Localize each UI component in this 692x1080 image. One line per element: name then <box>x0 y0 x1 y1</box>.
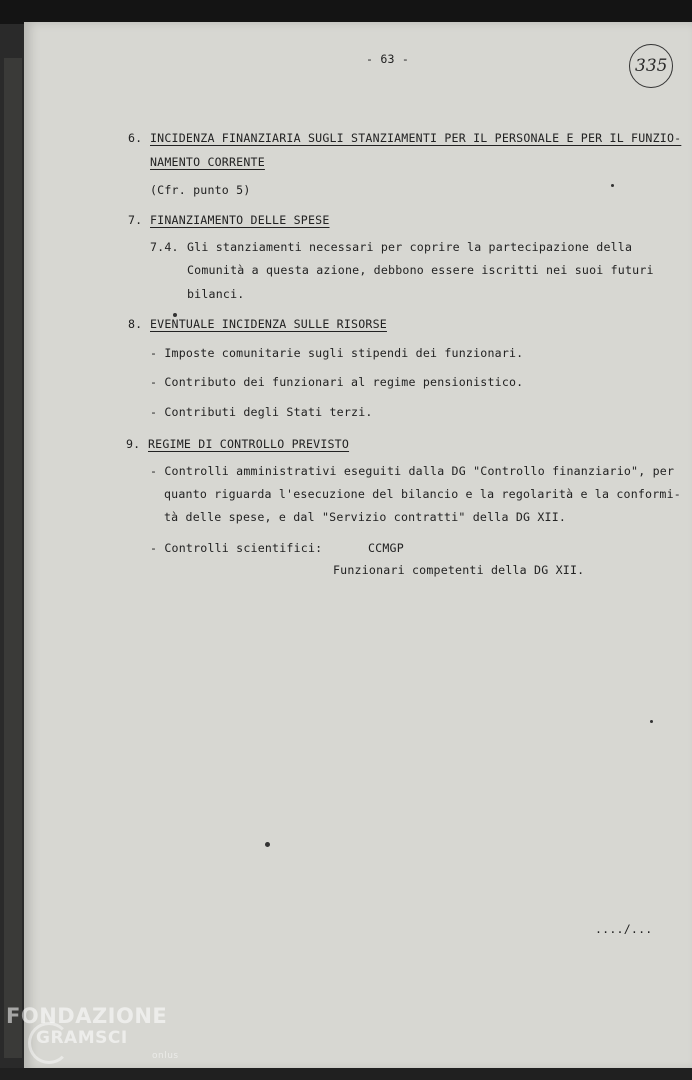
scan-left-edge <box>0 24 26 1080</box>
continuation-mark: ..../... <box>595 922 653 936</box>
page-number: - 63 - <box>366 52 410 66</box>
section-7-line: Comunità a questa azione, debbono essere iscritti nei suoi futuri <box>187 263 654 277</box>
section-7-title: FINANZIAMENTO DELLE SPESE <box>150 213 330 227</box>
watermark-line1: FONDAZIONE <box>6 1004 168 1028</box>
section-8-item: - Imposte comunitarie sugli stipendi dei funzionari. <box>150 346 524 360</box>
section-7-line: Gli stanziamenti necessari per coprire la partecipazione della <box>187 240 633 254</box>
section-9-item2-label: - Controlli scientifici: <box>150 541 323 555</box>
section-7-item-number: 7.4. <box>150 240 179 254</box>
scan-bottom-edge <box>0 1068 692 1080</box>
section-8-number: 8. <box>128 317 143 331</box>
scan-top-edge <box>0 0 692 24</box>
document-page <box>24 22 692 1070</box>
ink-speck <box>650 720 653 723</box>
fondazione-gramsci-watermark-logo <box>6 1004 179 1061</box>
section-8-item: - Contributi degli Stati terzi. <box>150 405 373 419</box>
ink-speck <box>611 184 614 187</box>
section-6-title-line1: INCIDENZA FINANZIARIA SUGLI STANZIAMENTI PER IL PERSONALE E PER IL FUNZIO- <box>150 131 682 145</box>
section-8-item: - Contributo dei funzionari al regime pensionistico. <box>150 375 524 389</box>
archive-stamp-number: 335 <box>635 56 668 76</box>
section-9-item1-line: - Controlli amministrativi eseguiti dalla DG "Controllo finanziario", per <box>150 464 675 478</box>
section-9-item2-value2: Funzionari competenti della DG XII. <box>333 563 585 577</box>
section-9-item2-value1: CCMGP <box>368 541 404 555</box>
ink-speck <box>173 313 177 317</box>
section-7-line: bilanci. <box>187 287 245 301</box>
section-6-body: (Cfr. punto 5) <box>150 183 251 197</box>
section-8-title: EVENTUALE INCIDENZA SULLE RISORSE <box>150 317 387 331</box>
section-7-number: 7. <box>128 213 143 227</box>
section-9-item1-line: tà delle spese, e dal "Servizio contratti" della DG XII. <box>164 510 567 524</box>
section-9-number: 9. <box>126 437 141 451</box>
section-9-title: REGIME DI CONTROLLO PREVISTO <box>148 437 350 451</box>
watermark-line2: GRAMSCI <box>36 1028 128 1048</box>
section-9-item1-line: quanto riguarda l'esecuzione del bilancio e la regolarità e la conformi- <box>164 487 681 501</box>
watermark-sub: onlus <box>152 1051 179 1061</box>
ink-speck <box>265 842 270 847</box>
section-6-title-line2: NAMENTO CORRENTE <box>150 155 265 169</box>
section-6-number: 6. <box>128 131 143 145</box>
